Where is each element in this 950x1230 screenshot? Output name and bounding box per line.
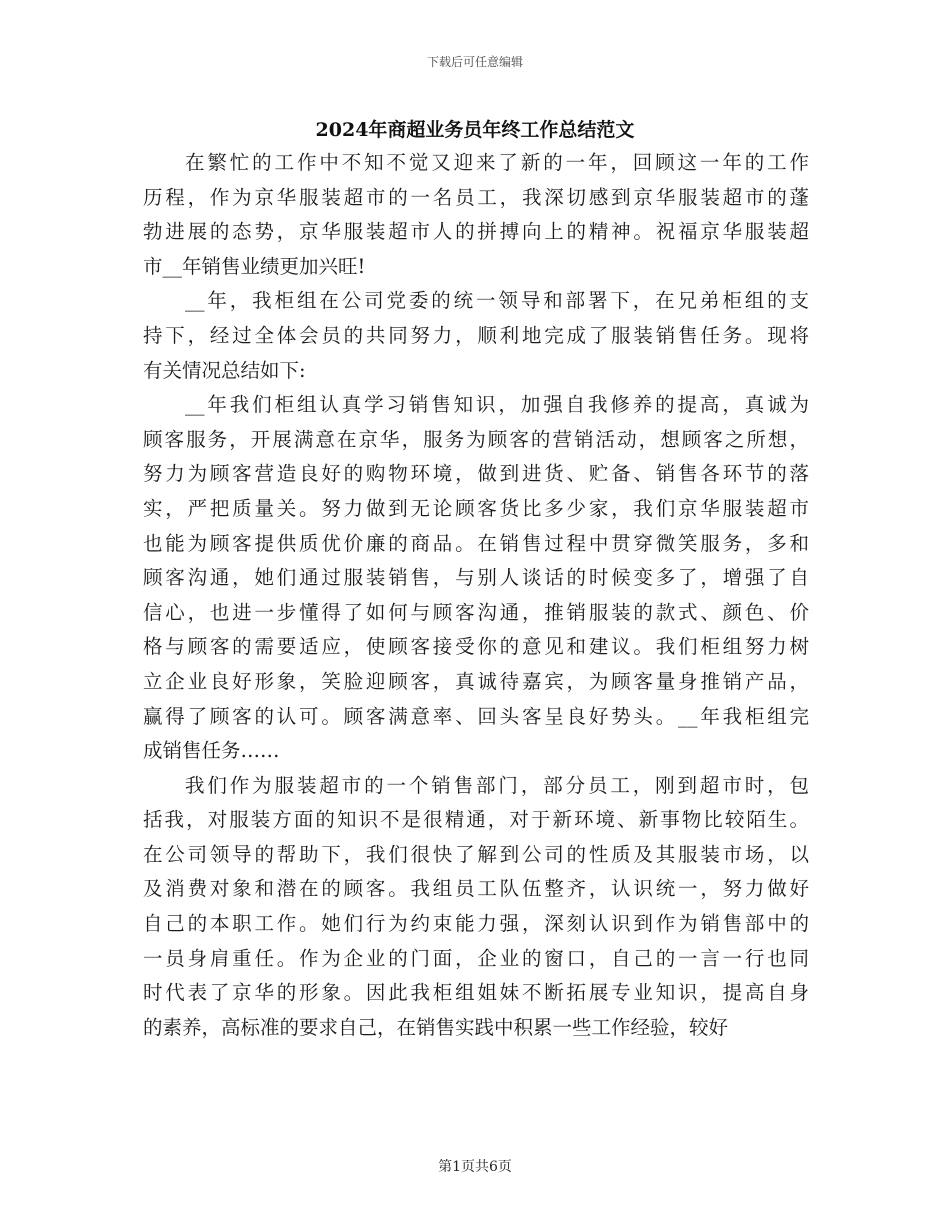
text-line: 信心，也进一步懂得了如何与顾客沟通，推销服装的款式、颜色、价 xyxy=(143,600,809,624)
text-line: 的素养，高标准的要求自己，在销售实践中积累一些工作经验，较好 xyxy=(143,1015,729,1039)
text-line: __年我们柜组认真学习销售知识，加强自我修养的提高，真诚为 xyxy=(185,393,809,417)
text-line: 顾客沟通，她们通过服装销售，与别人谈话的时候变多了，增强了自 xyxy=(143,566,809,590)
document-body xyxy=(143,146,809,1045)
text-line: 赢得了顾客的认可。顾客满意率、回头客呈良好势头。__年我柜组完 xyxy=(143,704,809,728)
text-line: 立企业良好形象，笑脸迎顾客，真诚待嘉宾，为顾客量身推销产品， xyxy=(143,669,809,693)
text-line: 自己的本职工作。她们行为约束能力强，深刻认识到作为销售部中的 xyxy=(143,912,809,936)
page-header: 下载后可任意编辑 xyxy=(426,55,523,69)
paragraph xyxy=(143,284,809,388)
text-line: 在繁忙的工作中不知不觉又迎来了新的一年，回顾这一年的工作 xyxy=(185,151,809,174)
text-line: 努力为顾客营造良好的购物环境，做到进货、贮备、销售各环节的落 xyxy=(143,462,809,486)
text-line: 有关情况总结如下: xyxy=(143,358,306,382)
text-line: 成销售任务…… xyxy=(143,739,280,763)
paragraph xyxy=(143,388,809,769)
paragraph xyxy=(143,146,809,284)
text-line: 及消费对象和潜在的顾客。我组员工队伍整齐，认识统一，努力做好 xyxy=(143,877,809,901)
paragraph xyxy=(143,769,809,1046)
text-line: 勃进展的态势，京华服装超市人的拼搏向上的精神。祝福京华服装超 xyxy=(143,220,809,244)
text-line: 我们作为服装超市的一个销售部门，部分员工，刚到超市时，包 xyxy=(185,773,809,797)
text-line: 格与顾客的需要适应，使顾客接受你的意见和建议。我们柜组努力树 xyxy=(143,635,809,659)
page-footer: 第1页共6页 xyxy=(438,1159,512,1175)
text-line: 持下，经过全体会员的共同努力，顺利地完成了服装销售任务。现将 xyxy=(143,323,809,347)
text-line: 一员身肩重任。作为企业的门面，企业的窗口，自己的一言一行也同 xyxy=(143,946,809,970)
text-line: __年，我柜组在公司党委的统一领导和部署下，在兄弟柜组的支 xyxy=(185,289,809,313)
text-line: 实，严把质量关。努力做到无论顾客货比多少家，我们京华服装超市 xyxy=(143,496,809,520)
text-line: 历程，作为京华服装超市的一名员工，我深切感到京华服装超市的蓬 xyxy=(143,185,809,209)
text-line: 也能为顾客提供质优价廉的商品。在销售过程中贯穿微笑服务，多和 xyxy=(143,531,809,555)
document-title: 2024年商超业务员年终工作总结范文 xyxy=(315,119,635,141)
text-line: 括我，对服装方面的知识不是很精通，对于新环境、新事物比较陌生。 xyxy=(143,808,809,832)
text-line: 时代表了京华的形象。因此我柜组姐妹不断拓展专业知识，提高自身 xyxy=(143,981,809,1005)
text-line: 市__年销售业绩更加兴旺! xyxy=(143,254,366,278)
text-line: 顾客服务，开展满意在京华，服务为顾客的营销活动，想顾客之所想， xyxy=(143,427,809,451)
text-line: 在公司领导的帮助下，我们很快了解到公司的性质及其服装市场，以 xyxy=(143,842,809,866)
